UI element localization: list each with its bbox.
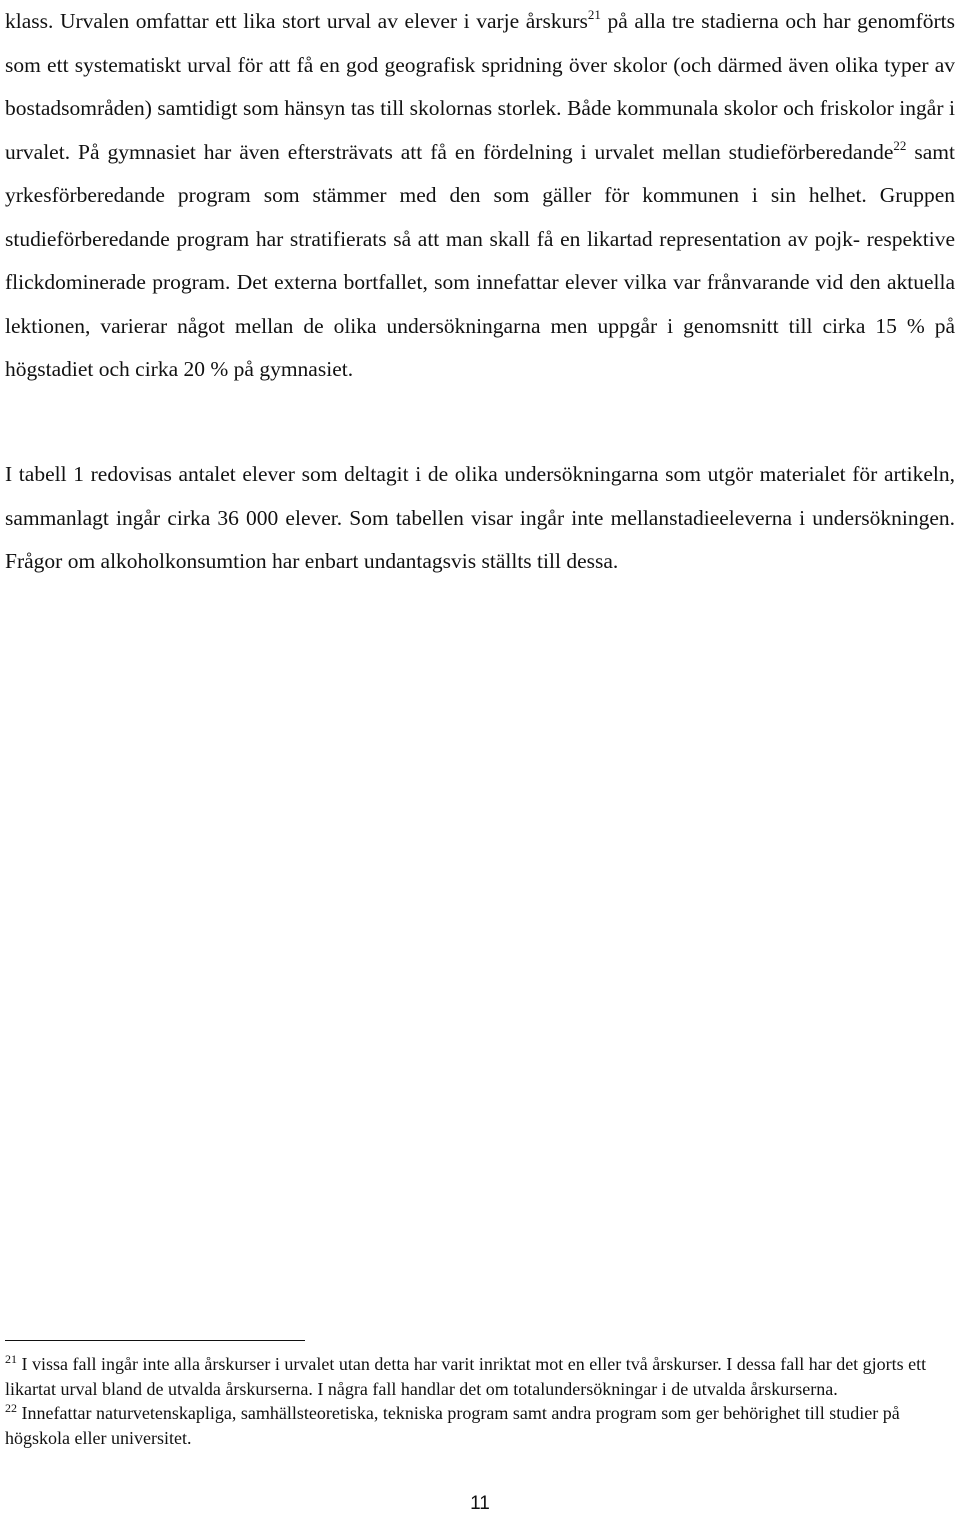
footnote-22-text: Innefattar naturvetenskapliga, samhällsteoretiska, tekniska program samt andra program som ger behörighet till studier på högskola eller universitet.	[5, 1403, 900, 1448]
footnote-separator	[5, 1340, 305, 1341]
paragraph-1-text-a: klass. Urvalen omfattar ett lika stort urval av elever i varje årskurs	[5, 9, 588, 33]
footnotes-section	[5, 1352, 955, 1450]
body-paragraph-1	[5, 0, 955, 392]
paragraph-1-text-c: samt yrkesförberedande program som stämmer med den som gäller för kommunen i sin helhet. Gruppen studieförberedande program har stratifierats så att man skall få en likartad representation av pojk- respektive flickdominerade program. Det externa bortfallet, som innefattar elever vilka var frånvarande vid den aktuella lektionen, varierar något mellan de olika undersökningarna men uppgår i genomsnitt till cirka 15 % på högstadiet och cirka 20 % på gymnasiet.	[5, 139, 955, 381]
footnote-reference-22[interactable]: 22	[893, 137, 907, 153]
footnote-number-21: 21	[5, 1352, 17, 1366]
footnote-21	[5, 1352, 955, 1401]
footnote-number-22: 22	[5, 1401, 17, 1415]
paragraph-1-text-b: på alla tre stadierna och har genomförts som ett systematiskt urval för att få en god geografisk spridning över skolor (och därmed även olika typer av bostadsområden) samtidigt som hänsyn tas till skolornas storlek. Både kommunala skolor och friskolor ingår i urvalet. På gymnasiet har även eftersträvats att få en fördelning i urvalet mellan studieförberedande	[5, 9, 955, 164]
footnote-22	[5, 1401, 955, 1450]
body-paragraph-2: I tabell 1 redovisas antalet elever som deltagit i de olika undersökningarna som utgör materialet för artikeln, sammanlagt ingår cirka 36 000 elever. Som tabellen visar ingår inte mellanstadieeleverna i undersökningen. Frågor om alkoholkonsumtion har enbart undantagsvis ställts till dessa.	[5, 462, 955, 573]
footnote-reference-21[interactable]: 21	[587, 7, 601, 22]
footnote-21-text: I vissa fall ingår inte alla årskurser i urvalet utan detta har varit inriktat mot en eller två årskurser. I dessa fall har det gjorts ett likartat urval bland de utvalda årskurserna. I några fall handlar det om totalundersökningar i de utvalda årskurserna.	[5, 1354, 927, 1399]
page-number: 11	[470, 1493, 490, 1514]
